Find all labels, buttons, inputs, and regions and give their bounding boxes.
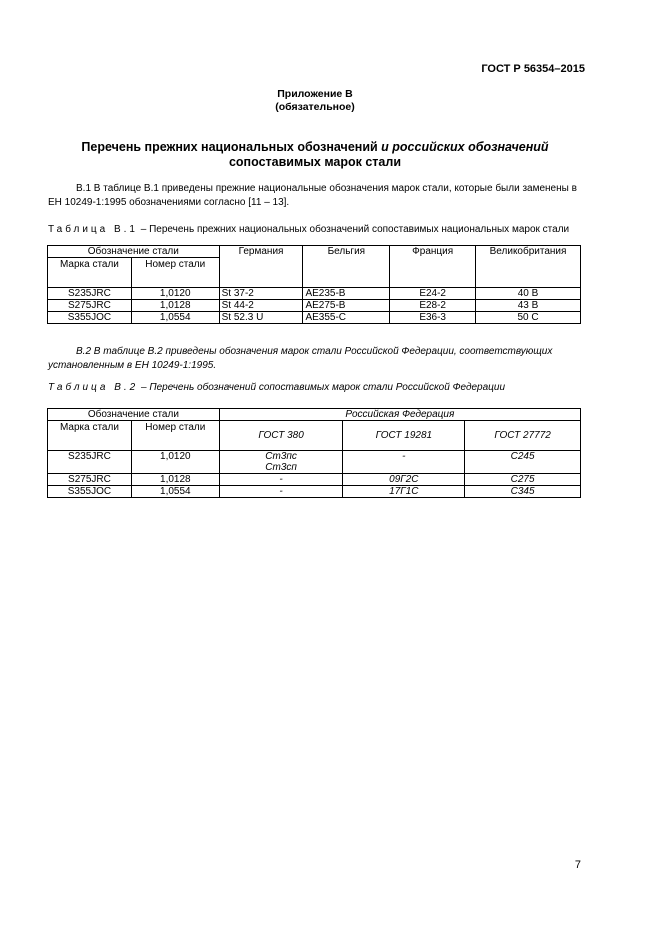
t2-cell-gost380: - <box>219 486 343 498</box>
appendix-status: (обязательное) <box>275 101 355 113</box>
table1-caption <box>48 225 582 235</box>
t1-cell-uk: 40 B <box>476 288 581 300</box>
t2-header-gost19281: ГОСТ 19281 <box>343 421 465 451</box>
heading-line2: сопоставимых марок стали <box>228 155 402 169</box>
t2-header-grade: Марка стали <box>48 421 132 451</box>
t1-cell-belgium: AE275-B <box>303 300 390 312</box>
paragraph-b2: В.2 В таблице В.2 приведены обозначения марок стали Российской Федерации, соответствующих установленным в ЕН 10249-1:1995. <box>48 346 553 371</box>
t2-cell-gost380: - <box>219 474 343 486</box>
t1-cell-germany: St 52.3 U <box>219 312 303 324</box>
t2-cell-number: 1,0554 <box>131 486 219 498</box>
table2-row <box>48 486 581 498</box>
t2-header-gost27772: ГОСТ 27772 <box>465 421 581 451</box>
t2-cell-gost27772: С275 <box>465 474 581 486</box>
paragraph-b1: В.1 В таблице В.1 приведены прежние национальные обозначения марок стали, которые были заменены в ЕН 10249-1:1995 обозначениями согласно [11 – 13]. <box>48 183 577 208</box>
t1-header-germany: Германия <box>219 246 303 288</box>
t2-cell-gost27772: С345 <box>465 486 581 498</box>
t1-header-number: Номер стали <box>131 258 219 288</box>
appendix-heading <box>0 140 630 170</box>
table-b1 <box>47 245 581 324</box>
t1-cell-france: E24-2 <box>390 288 476 300</box>
t1-cell-number: 1,0120 <box>131 288 219 300</box>
t1-cell-grade: S355JOC <box>48 312 132 324</box>
standard-number: ГОСТ Р 56354–2015 <box>481 63 585 75</box>
table1-row <box>48 300 581 312</box>
t1-header-grade: Марка стали <box>48 258 132 288</box>
t2-cell-grade: S275JRC <box>48 474 132 486</box>
heading-part1: Перечень прежних национальных обозначений <box>81 140 378 154</box>
t2-cell-grade: S235JRC <box>48 451 132 474</box>
table-b2 <box>47 408 581 498</box>
t1-cell-number: 1,0554 <box>131 312 219 324</box>
t2-cell-gost19281: 17Г1С <box>343 486 465 498</box>
table2-row <box>48 474 581 486</box>
t2-header-number: Номер стали <box>131 421 219 451</box>
t1-cell-belgium: AE235-B <box>303 288 390 300</box>
t2-cell-gost19281: - <box>343 451 465 474</box>
heading-part2: и российских обозначений <box>381 140 549 154</box>
t1-cell-uk: 43 B <box>476 300 581 312</box>
table1-row <box>48 288 581 300</box>
t1-cell-belgium: AE355-C <box>303 312 390 324</box>
t1-cell-france: E28-2 <box>390 300 476 312</box>
t1-header-france: Франция <box>390 246 476 288</box>
t1-cell-grade: S275JRC <box>48 300 132 312</box>
table1-caption-label: Таблица В.1 <box>48 224 138 235</box>
table2-row <box>48 451 581 474</box>
table1-caption-text: – Перечень прежних национальных обозначений сопоставимых национальных марок стали <box>138 224 570 235</box>
t2-cell-gost27772: С245 <box>465 451 581 474</box>
t1-cell-germany: St 37-2 <box>219 288 303 300</box>
table2-caption <box>48 383 582 393</box>
t2-cell-grade: S355JOC <box>48 486 132 498</box>
t2-header-gost380: ГОСТ 380 <box>219 421 343 451</box>
t2-cell-gost380: Ст3пс Ст3сп <box>219 451 343 474</box>
t1-cell-number: 1,0128 <box>131 300 219 312</box>
t1-cell-germany: St 44-2 <box>219 300 303 312</box>
appendix-title <box>0 88 630 114</box>
t2-cell-number: 1,0120 <box>131 451 219 474</box>
appendix-label: Приложение В <box>277 88 353 100</box>
t2-header-russia: Российская Федерация <box>219 409 580 421</box>
t2-cell-gost19281: 09Г2С <box>343 474 465 486</box>
t2-cell-number: 1,0128 <box>131 474 219 486</box>
t1-cell-uk: 50 C <box>476 312 581 324</box>
t1-header-uk: Великобритания <box>476 246 581 288</box>
t1-cell-grade: S235JRC <box>48 288 132 300</box>
t2-header-designation: Обозначение стали <box>48 409 220 421</box>
t1-cell-france: E36-3 <box>390 312 476 324</box>
table2-caption-label: Таблица В.2 <box>48 382 139 393</box>
table2-caption-text: – Перечень обозначений сопоставимых марок стали Российской Федерации <box>138 382 506 393</box>
table1-row <box>48 312 581 324</box>
page-number: 7 <box>574 859 581 871</box>
t1-header-designation: Обозначение стали <box>48 246 220 258</box>
t1-header-belgium: Бельгия <box>303 246 390 288</box>
